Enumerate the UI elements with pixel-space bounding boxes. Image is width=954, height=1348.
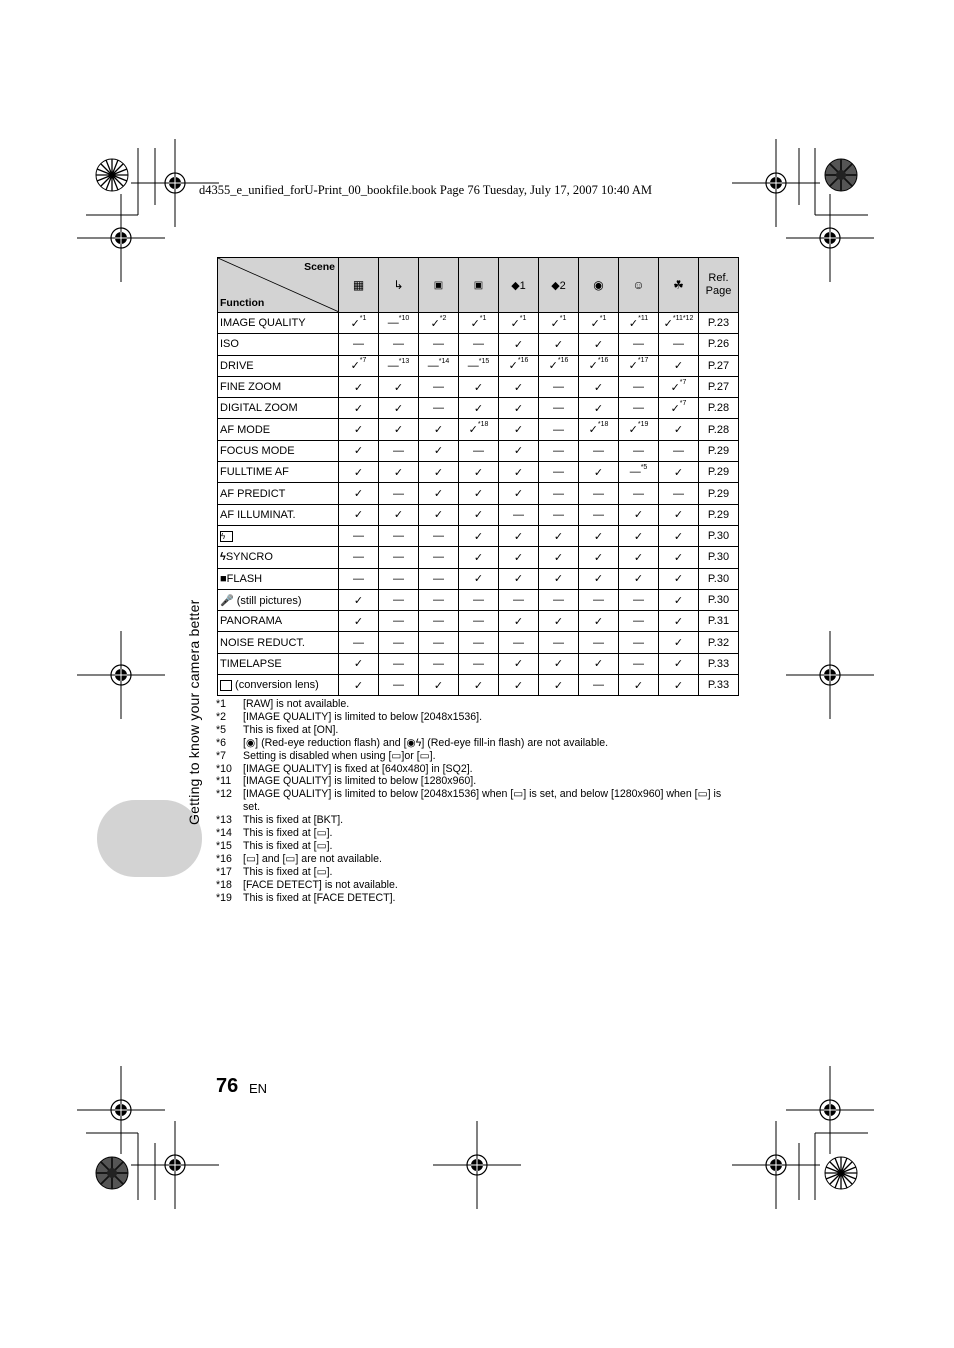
availability-cell: ✓$^{*1}$ — [499, 313, 539, 334]
availability-cell: ✓ — [659, 675, 699, 696]
footnote — [216, 788, 733, 814]
availability-cell: — — [499, 504, 539, 525]
availability-cell: ✓ — [579, 547, 619, 568]
function-name: ϟSYNCRO — [218, 547, 339, 568]
availability-cell: — — [619, 653, 659, 674]
availability-cell: ✓$^{*16}$ — [499, 355, 539, 376]
availability-cell: —$^{*14}$ — [419, 355, 459, 376]
availability-cell: ✓ — [579, 376, 619, 397]
availability-cell: ✓ — [499, 440, 539, 461]
scene-label: Scene — [304, 261, 335, 273]
footnote — [216, 879, 733, 892]
table-header-row — [218, 258, 739, 313]
availability-cell: ✓ — [579, 462, 619, 483]
page-number: 76 — [216, 1075, 239, 1097]
availability-cell: ✓ — [659, 547, 699, 568]
scene-col — [459, 258, 499, 313]
ref-page: P.23 — [699, 313, 739, 334]
availability-cell: — — [619, 376, 659, 397]
availability-cell: — — [339, 568, 379, 589]
availability-cell: — — [379, 440, 419, 461]
availability-cell: ✓$^{*11}$ — [619, 313, 659, 334]
availability-cell: — — [379, 632, 419, 653]
footnote — [216, 724, 733, 737]
availability-cell: ✓ — [659, 419, 699, 440]
availability-cell: — — [579, 504, 619, 525]
availability-cell: — — [619, 398, 659, 419]
availability-cell: ✓ — [419, 462, 459, 483]
availability-cell: ✓ — [619, 568, 659, 589]
ref-page: P.30 — [699, 547, 739, 568]
guide-icon: ▦ — [352, 278, 365, 292]
footnote-key: *13 — [216, 814, 232, 827]
footnote — [216, 763, 733, 776]
table-corner — [218, 258, 339, 313]
availability-cell: ✓ — [579, 334, 619, 355]
external-flash-icon: ■ — [220, 572, 227, 585]
availability-cell: — — [619, 611, 659, 632]
fish-1-icon: ◆1 — [511, 279, 526, 292]
ref-page: P.28 — [699, 419, 739, 440]
availability-cell: ✓ — [379, 462, 419, 483]
availability-cell: ✓ — [579, 568, 619, 589]
table-row — [218, 419, 739, 440]
ref-page: P.26 — [699, 334, 739, 355]
availability-cell: ✓ — [419, 483, 459, 504]
availability-cell: ✓$^{*1}$ — [459, 313, 499, 334]
chapter-title: Getting to know your camera better — [186, 599, 202, 825]
availability-cell: ✓ — [339, 589, 379, 610]
availability-cell: ✓ — [379, 504, 419, 525]
table-row — [218, 675, 739, 696]
availability-cell: — — [379, 525, 419, 546]
availability-cell: ✓ — [539, 611, 579, 632]
availability-cell: ✓ — [659, 611, 699, 632]
availability-cell: — — [339, 334, 379, 355]
availability-cell: —$^{*15}$ — [459, 355, 499, 376]
availability-cell: ✓$^{*1}$ — [579, 313, 619, 334]
availability-cell: ✓ — [539, 675, 579, 696]
footnote-text: [IMAGE QUALITY] is limited to below [1280x960]. — [243, 775, 477, 788]
availability-cell: ✓ — [659, 568, 699, 589]
availability-cell: — — [459, 589, 499, 610]
availability-cell: — — [419, 568, 459, 589]
availability-cell: — — [499, 632, 539, 653]
availability-cell: ✓ — [379, 376, 419, 397]
availability-cell: — — [379, 483, 419, 504]
footnote-key: *16 — [216, 852, 232, 865]
function-name: FOCUS MODE — [218, 440, 339, 461]
availability-cell: — — [619, 334, 659, 355]
table-row — [218, 376, 739, 397]
availability-cell: ✓ — [659, 355, 699, 376]
footnote-text: Setting is disabled when using [▭]or [▭]. — [243, 749, 436, 762]
ref-page: P.29 — [699, 483, 739, 504]
availability-cell: ✓ — [419, 675, 459, 696]
availability-cell: — — [419, 334, 459, 355]
availability-cell: ✓$^{*16}$ — [579, 355, 619, 376]
table-row — [218, 462, 739, 483]
table-row — [218, 653, 739, 674]
ref-page: P.31 — [699, 611, 739, 632]
availability-cell: ✓ — [619, 547, 659, 568]
availability-cell: ✓ — [379, 419, 419, 440]
availability-cell: — — [539, 376, 579, 397]
table-row — [218, 355, 739, 376]
availability-cell: ✓$^{*11*12}$ — [659, 313, 699, 334]
table-row — [218, 440, 739, 461]
ref-page: P.30 — [699, 525, 739, 546]
table-row — [218, 632, 739, 653]
table-row — [218, 611, 739, 632]
table-row — [218, 589, 739, 610]
availability-cell: ✓ — [579, 611, 619, 632]
availability-cell: — — [379, 675, 419, 696]
function-name: (conversion lens) — [218, 675, 339, 696]
footnote-key: *1 — [216, 698, 227, 710]
availability-cell: ✓ — [339, 653, 379, 674]
table-row — [218, 547, 739, 568]
function-name: ISO — [218, 334, 339, 355]
availability-cell: — — [379, 589, 419, 610]
function-label: Function — [220, 297, 265, 309]
availability-cell: — — [539, 589, 579, 610]
footnote-text: [FACE DETECT] is not available. — [243, 878, 398, 891]
availability-cell: — — [339, 632, 379, 653]
availability-cell: ✓ — [499, 525, 539, 546]
footnote — [216, 840, 733, 853]
availability-cell: — — [379, 611, 419, 632]
availability-cell: —$^{*5}$ — [619, 462, 659, 483]
ref-page: P.33 — [699, 675, 739, 696]
language-label: EN — [249, 1081, 268, 1096]
availability-cell: ✓ — [619, 504, 659, 525]
function-name: IMAGE QUALITY — [218, 313, 339, 334]
availability-cell: — — [659, 440, 699, 461]
availability-cell: —$^{*13}$ — [379, 355, 419, 376]
footnote-key: *11 — [216, 775, 232, 788]
ref-page: P.32 — [699, 632, 739, 653]
availability-cell: ✓ — [459, 376, 499, 397]
availability-cell: ✓$^{*2}$ — [419, 313, 459, 334]
footnote — [216, 711, 733, 724]
availability-cell: ✓ — [339, 419, 379, 440]
function-name: DIGITAL ZOOM — [218, 398, 339, 419]
availability-cell: —$^{*10}$ — [379, 313, 419, 334]
availability-cell: ✓ — [499, 398, 539, 419]
availability-cell: ✓ — [499, 462, 539, 483]
function-name: AF MODE — [218, 419, 339, 440]
function-name: FINE ZOOM — [218, 376, 339, 397]
availability-cell: ✓ — [339, 398, 379, 419]
availability-cell: ✓ — [499, 675, 539, 696]
availability-cell: — — [579, 589, 619, 610]
footnote — [216, 866, 733, 879]
availability-cell: — — [339, 525, 379, 546]
availability-cell: — — [499, 589, 539, 610]
availability-cell: — — [619, 483, 659, 504]
availability-cell: — — [539, 419, 579, 440]
ref-page: P.28 — [699, 398, 739, 419]
footnote — [216, 814, 733, 827]
flash-bolt-icon: ϟ — [220, 551, 226, 564]
availability-cell: ✓ — [499, 376, 539, 397]
availability-cell: — — [459, 440, 499, 461]
availability-cell: ✓ — [499, 653, 539, 674]
function-name: NOISE REDUCT. — [218, 632, 339, 653]
availability-cell: — — [459, 611, 499, 632]
footnote — [216, 737, 733, 750]
availability-cell: ✓$^{*19}$ — [619, 419, 659, 440]
availability-cell: ✓ — [459, 568, 499, 589]
availability-cell: ✓ — [619, 675, 659, 696]
availability-cell: ✓$^{*18}$ — [459, 419, 499, 440]
availability-cell: — — [579, 483, 619, 504]
footnote-key: *10 — [216, 762, 232, 775]
availability-cell: ✓$^{*1}$ — [539, 313, 579, 334]
availability-cell: ✓ — [339, 611, 379, 632]
function-scene-table — [217, 257, 739, 696]
availability-cell: — — [579, 632, 619, 653]
availability-cell: — — [419, 547, 459, 568]
availability-cell: — — [379, 568, 419, 589]
availability-cell: — — [579, 675, 619, 696]
footnote-text: This is fixed at [▭]. — [243, 865, 333, 878]
availability-cell: — — [419, 632, 459, 653]
availability-cell: — — [379, 334, 419, 355]
availability-cell: ✓ — [659, 504, 699, 525]
fish-2-icon: ◆2 — [551, 279, 566, 292]
macro-icon: ☘ — [673, 278, 684, 292]
availability-cell: — — [539, 483, 579, 504]
availability-cell: — — [459, 334, 499, 355]
availability-cell: ✓$^{*7}$ — [659, 376, 699, 397]
availability-cell: ✓ — [459, 398, 499, 419]
availability-cell: ✓ — [659, 653, 699, 674]
availability-cell: ✓ — [579, 653, 619, 674]
availability-cell: ✓ — [339, 440, 379, 461]
scene-col — [539, 258, 579, 313]
footnote — [216, 750, 733, 763]
availability-cell: — — [419, 376, 459, 397]
footnote-key: *6 — [216, 736, 227, 749]
scene-col — [619, 258, 659, 313]
scene-col — [339, 258, 379, 313]
availability-cell: ✓ — [459, 504, 499, 525]
footnote-text: This is fixed at [FACE DETECT]. — [243, 891, 396, 904]
footnote-key: *7 — [216, 749, 227, 762]
function-name: AF ILLUMINAT. — [218, 504, 339, 525]
scene-col — [379, 258, 419, 313]
availability-cell: ✓ — [619, 525, 659, 546]
availability-cell: ✓ — [499, 419, 539, 440]
availability-cell: — — [579, 440, 619, 461]
table-row — [218, 313, 739, 334]
footnote-text: [IMAGE QUALITY] is limited to below [2048x1536]. — [243, 710, 483, 723]
sport-icon: ↳ — [393, 278, 404, 292]
availability-cell: — — [379, 653, 419, 674]
footnote-text: This is fixed at [BKT]. — [243, 814, 344, 827]
ref-page: P.27 — [699, 376, 739, 397]
ref-page: P.27 — [699, 355, 739, 376]
availability-cell: ✓ — [499, 547, 539, 568]
footnote-key: *12 — [216, 788, 232, 801]
scene-col — [499, 258, 539, 313]
availability-cell: — — [539, 398, 579, 419]
footnote-key: *2 — [216, 710, 227, 723]
fish-icon: ◉ — [593, 278, 604, 292]
availability-cell: ✓ — [499, 483, 539, 504]
scene-col — [419, 258, 459, 313]
function-name: 🎤 (still pictures) — [218, 589, 339, 610]
availability-cell: ✓ — [419, 504, 459, 525]
availability-cell: ✓ — [339, 504, 379, 525]
flash-off-icon: ϟ — [220, 530, 233, 542]
scene-col — [579, 258, 619, 313]
table-row — [218, 525, 739, 546]
availability-cell: — — [419, 653, 459, 674]
availability-cell: ✓ — [459, 675, 499, 696]
availability-cell: ✓ — [459, 462, 499, 483]
availability-cell: ✓ — [499, 611, 539, 632]
availability-cell: — — [419, 525, 459, 546]
scene-col — [659, 258, 699, 313]
portrait-icon: ☺ — [632, 278, 645, 292]
function-name: DRIVE — [218, 355, 339, 376]
availability-cell: ✓ — [499, 334, 539, 355]
availability-cell: — — [539, 440, 579, 461]
availability-cell: — — [659, 483, 699, 504]
availability-cell: — — [619, 440, 659, 461]
availability-cell: — — [419, 589, 459, 610]
availability-cell: ✓ — [659, 462, 699, 483]
table-row — [218, 483, 739, 504]
availability-cell: ✓$^{*1}$ — [339, 313, 379, 334]
availability-cell: ✓ — [379, 398, 419, 419]
availability-cell: ✓ — [539, 568, 579, 589]
footnote — [216, 775, 733, 788]
table-row — [218, 334, 739, 355]
availability-cell: — — [539, 462, 579, 483]
footnote-key: *15 — [216, 839, 232, 852]
availability-cell: — — [419, 611, 459, 632]
function-name: FULLTIME AF — [218, 462, 339, 483]
function-name: ■FLASH — [218, 568, 339, 589]
footnote-key: *18 — [216, 878, 232, 891]
ref-page: P.33 — [699, 653, 739, 674]
print-header: d4355_e_unified_forU-Print_00_bookfile.book Page 76 Tuesday, July 17, 2007 10:40 AM — [199, 183, 652, 197]
availability-cell: — — [379, 547, 419, 568]
footnote-key: *5 — [216, 723, 227, 736]
footnotes — [216, 698, 733, 905]
availability-cell: ✓ — [339, 483, 379, 504]
availability-cell: ✓ — [339, 462, 379, 483]
availability-cell: ✓ — [659, 589, 699, 610]
availability-cell: — — [419, 398, 459, 419]
ref-page: P.30 — [699, 589, 739, 610]
availability-cell: ✓ — [539, 525, 579, 546]
footnote-text: This is fixed at [▭]. — [243, 827, 333, 840]
footnote-text: [IMAGE QUALITY] is fixed at [640x480] in [SQ2]. — [243, 762, 473, 775]
footnote-key: *14 — [216, 827, 232, 840]
availability-cell: ✓$^{*17}$ — [619, 355, 659, 376]
table-row — [218, 504, 739, 525]
footnote-text: [RAW] is not available. — [243, 698, 350, 710]
availability-cell: ✓ — [499, 568, 539, 589]
ref-page-header: Ref. Page — [699, 258, 739, 313]
function-name: TIMELAPSE — [218, 653, 339, 674]
availability-cell: — — [619, 589, 659, 610]
availability-cell: ✓$^{*18}$ — [579, 419, 619, 440]
footnote-text: [▭] and [▭] are not available. — [243, 852, 382, 865]
function-name — [218, 525, 339, 546]
availability-cell: ✓ — [659, 632, 699, 653]
availability-cell: ✓$^{*7}$ — [659, 398, 699, 419]
availability-cell: ✓ — [419, 440, 459, 461]
footnote — [216, 698, 733, 711]
table-row — [218, 398, 739, 419]
shot-2-icon: ▣ — [473, 280, 484, 291]
availability-cell: ✓$^{*16}$ — [539, 355, 579, 376]
availability-cell: ✓ — [539, 547, 579, 568]
availability-cell: — — [539, 632, 579, 653]
availability-cell: ✓ — [539, 653, 579, 674]
availability-cell: — — [459, 632, 499, 653]
availability-cell: — — [619, 632, 659, 653]
table-row — [218, 568, 739, 589]
footnote — [216, 827, 733, 840]
footnote-text: [IMAGE QUALITY] is limited to below [2048x1536] when [▭] is set, and below [1280x960] when [▭] is set. — [243, 788, 722, 814]
conversion-lens-icon — [220, 679, 232, 691]
function-name: PANORAMA — [218, 611, 339, 632]
availability-cell: — — [339, 547, 379, 568]
ref-page: P.29 — [699, 462, 739, 483]
availability-cell: — — [659, 334, 699, 355]
availability-cell: ✓ — [459, 483, 499, 504]
availability-cell: ✓ — [419, 419, 459, 440]
availability-cell: ✓ — [459, 547, 499, 568]
availability-cell: ✓ — [539, 334, 579, 355]
footnote-text: This is fixed at [▭]. — [243, 839, 333, 852]
footnote-key: *17 — [216, 865, 232, 878]
availability-cell: ✓ — [579, 398, 619, 419]
availability-cell: ✓ — [459, 525, 499, 546]
ref-page: P.29 — [699, 504, 739, 525]
footnote-text: [◉] (Red-eye reduction flash) and [◉ϟ] (Red-eye fill-in flash) are not available. — [243, 736, 609, 749]
footnote-key: *19 — [216, 891, 232, 904]
ref-page: P.30 — [699, 568, 739, 589]
availability-cell: — — [539, 504, 579, 525]
shot-1-icon: ▣ — [433, 280, 444, 291]
function-name: AF PREDICT — [218, 483, 339, 504]
mic-icon: 🎤 — [220, 594, 234, 607]
availability-cell: ✓ — [339, 376, 379, 397]
availability-cell: ✓ — [659, 525, 699, 546]
availability-cell: ✓$^{*7}$ — [339, 355, 379, 376]
availability-cell: ✓ — [339, 675, 379, 696]
footnote — [216, 853, 733, 866]
footnote-text: This is fixed at [ON]. — [243, 723, 339, 736]
ref-page: P.29 — [699, 440, 739, 461]
availability-cell: — — [459, 653, 499, 674]
availability-cell: ✓ — [579, 525, 619, 546]
footnote — [216, 892, 733, 905]
